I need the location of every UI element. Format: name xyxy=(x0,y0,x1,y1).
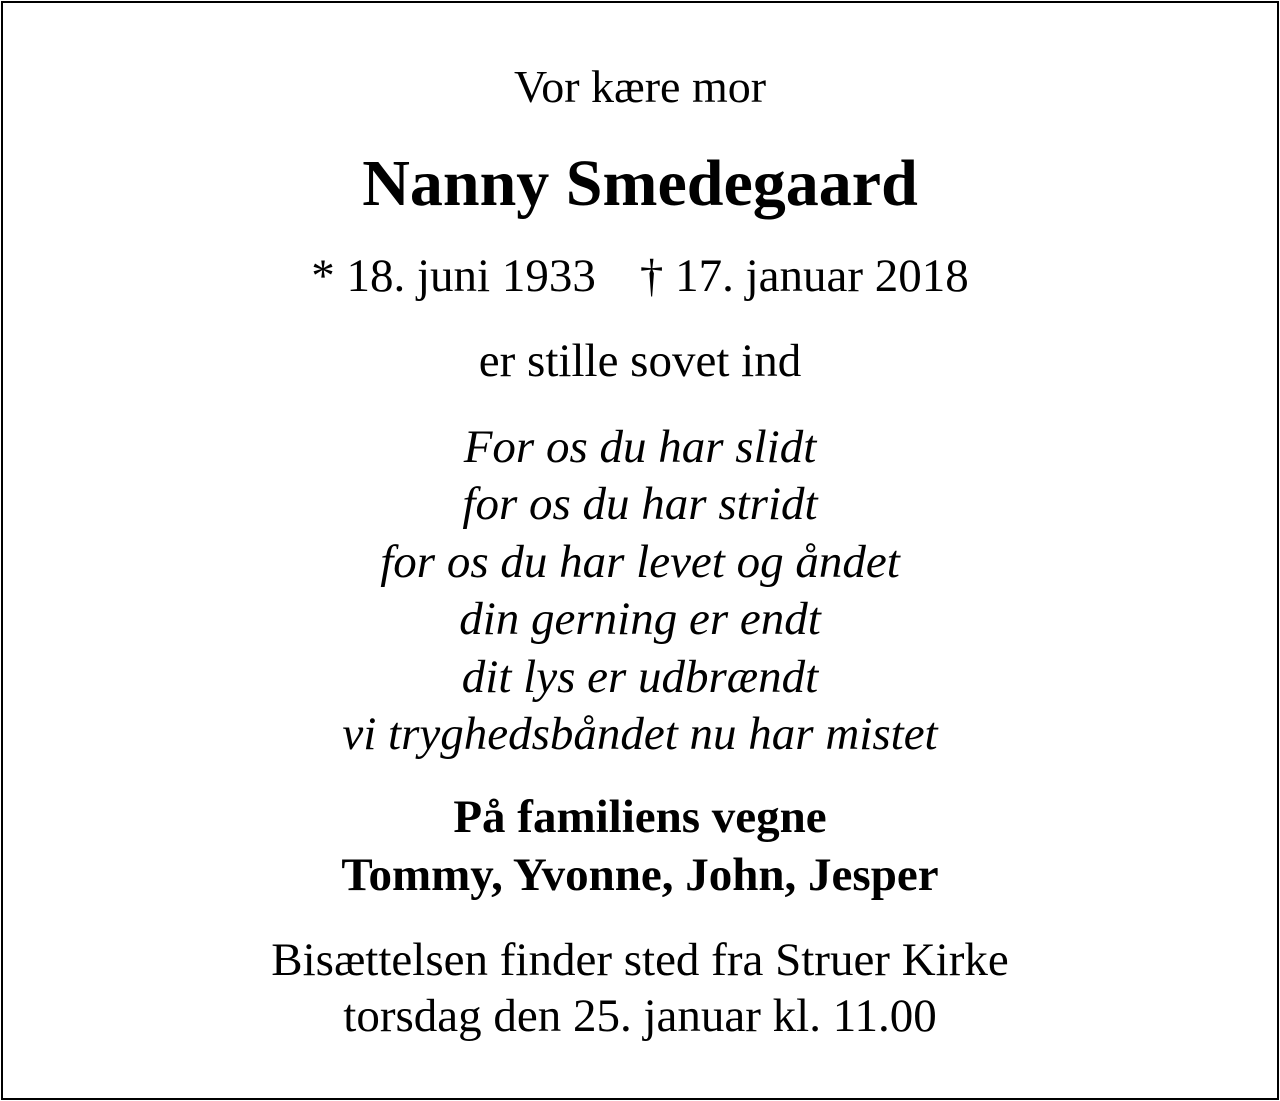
verse-line: for os du har levet og åndet xyxy=(380,535,900,588)
birth-date: * 18. juni 1933 xyxy=(311,250,596,302)
verse-line: dit lys er udbrændt xyxy=(461,650,819,703)
deceased-name: Nanny Smedegaard xyxy=(362,147,918,220)
family-names: Tommy, Yvonne, John, Jesper xyxy=(341,849,939,901)
passing-text: er stille sovet ind xyxy=(478,335,802,387)
ceremony-time: torsdag den 25. januar kl. 11.00 xyxy=(343,990,937,1042)
life-dates xyxy=(3,248,1277,304)
verse-line: for os du har stridt xyxy=(462,478,818,531)
family-heading: På familiens vegne xyxy=(453,791,827,843)
verse-line: din gerning er endt xyxy=(459,593,821,646)
verse-line: vi tryghedsbåndet nu har mistet xyxy=(342,708,938,761)
verse-line: For os du har slidt xyxy=(463,421,817,473)
family-signature xyxy=(3,788,1277,904)
obituary-notice xyxy=(1,1,1279,1100)
death-date: † 17. januar 2018 xyxy=(639,250,969,302)
memorial-verse xyxy=(3,419,1277,763)
intro-text: Vor kære mor xyxy=(513,61,767,112)
ceremony-info xyxy=(3,932,1277,1044)
ceremony-place: Bisættelsen finder sted fra Struer Kirke xyxy=(271,934,1009,986)
